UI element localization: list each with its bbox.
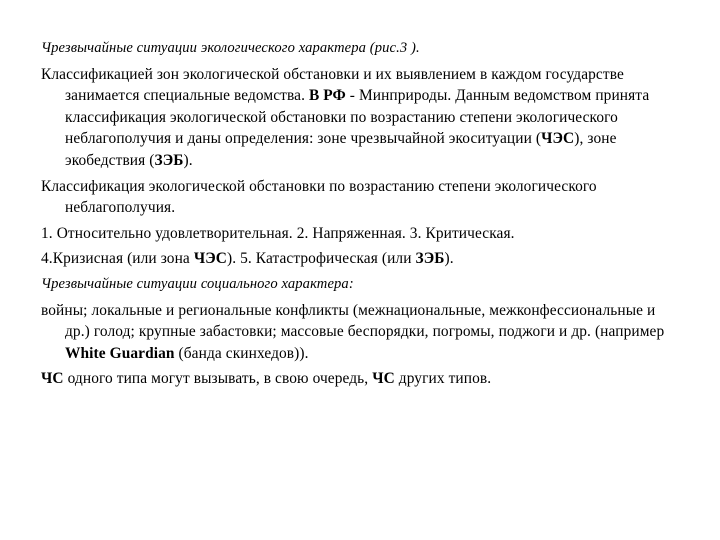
- text-run-bold: ЧС: [41, 370, 64, 388]
- text-run-bold: ЗЭБ: [154, 151, 184, 169]
- text-run: ).: [444, 250, 454, 268]
- levels-line-1: 1. Относительно удовлетворительная. 2. Напряженная. 3. Критическая.: [41, 224, 515, 242]
- text-run-bold: ЧЭС: [541, 130, 575, 148]
- social-emergencies-paragraph: [41, 300, 681, 365]
- slide-content: [41, 38, 681, 394]
- text-run-bold: ЧС: [372, 370, 395, 388]
- text-run: 4.Кризисная (или зона: [41, 250, 194, 268]
- levels-line-2: [41, 248, 681, 270]
- text-run: ), зоне экобедствия (: [65, 130, 617, 169]
- heading-ecological-emergencies: Чрезвычайные ситуации экологического характера (рис.3 ).: [41, 40, 420, 56]
- text-run: ).: [183, 151, 193, 169]
- final-paragraph: [41, 368, 681, 390]
- text-run: - Минприроды. Данным ведомством принята классификация экологической обстановки по возрастанию степени экологического неблагополучия и даны определения: зоне чрезвычайной экоситуации (: [65, 87, 650, 148]
- text-run: одного типа могут вызывать, в свою очередь,: [63, 370, 373, 388]
- text-run-bold: ЧЭС: [193, 250, 227, 268]
- classification-intro-paragraph: Классификация экологической обстановки по возрастанию степени экологического неблагополучия.: [41, 177, 597, 217]
- text-run: Классификацией зон экологической обстановки и их выявлением в каждом государстве занимается специальные ведомства.: [41, 65, 624, 105]
- text-run: (банда скинхедов)).: [174, 344, 309, 362]
- text-run: войны; локальные и региональные конфликты (межнациональные, межконфессиональные и др.) голод; крупные забастовки; массовые беспорядки, погромы, поджоги и др. (например: [41, 301, 665, 341]
- heading-social-emergencies: Чрезвычайные ситуации социального характера:: [41, 275, 354, 292]
- text-run: других типов.: [394, 370, 492, 388]
- text-run: ). 5. Катастрофическая (или: [226, 250, 416, 268]
- text-run-bold: В РФ: [308, 87, 346, 105]
- text-run-bold: White Guardian: [65, 344, 175, 362]
- ecological-classification-paragraph: [41, 64, 681, 172]
- text-run-bold: ЗЭБ: [415, 250, 445, 268]
